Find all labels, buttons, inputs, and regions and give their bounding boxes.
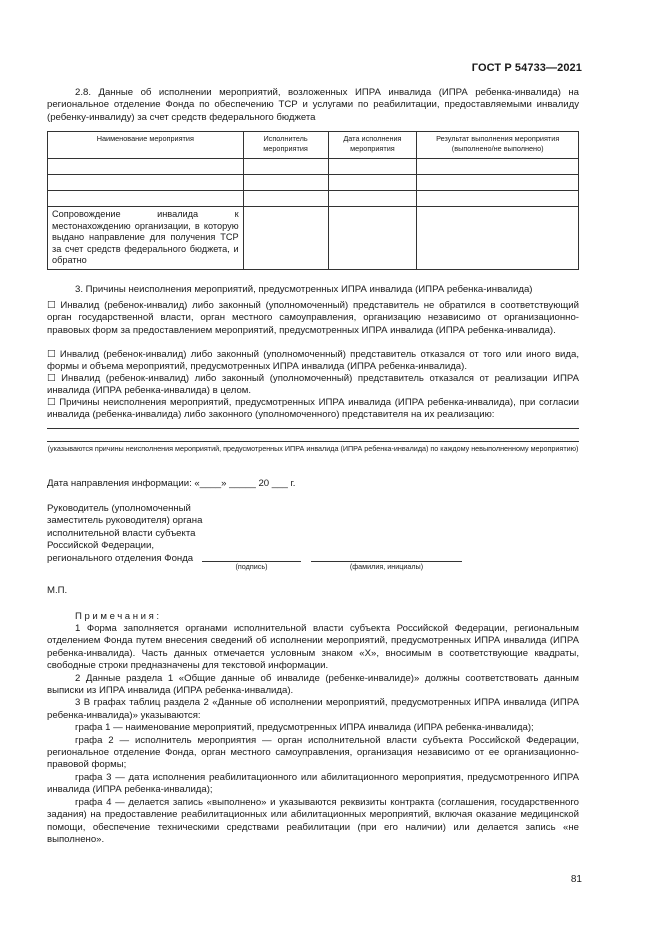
header-cell-result: Результат выполнения мероприятия (выполнено/не выполнено): [417, 132, 579, 159]
note-paragraph: графа 3 — дата исполнения реабилитационного или абилитационного мероприятия, предусмотренного ИПРА инвалида (ИПРА ребенка-инвалида);: [47, 771, 579, 796]
table-row: [48, 191, 579, 207]
section-3-title: 3. Причины неисполнения мероприятий, предусмотренных ИПРА инвалида (ИПРА ребенка-инвалида): [75, 284, 533, 295]
escort-activity-cell: Сопровождение инвалида к местонахождению организации, в которую выдано направление для получения ТСР за счет средств федерального бюджета, и обратно: [48, 207, 244, 270]
page-number: 81: [570, 874, 582, 885]
execution-table: [47, 131, 579, 270]
reason-input-line-1[interactable]: [47, 428, 579, 429]
reason-item-3[interactable]: ☐ Инвалид (ребенок-инвалид) либо законный (уполномоченный) представитель отказался от реализации ИПРА инвалида (ИПРА ребенка-инвалида) в целом.: [47, 373, 579, 397]
header-cell-executor: Исполнитель мероприятия: [243, 132, 328, 159]
notes-body: [47, 623, 579, 846]
reason-input-line-2[interactable]: [47, 441, 579, 442]
signature-line: Руководитель (уполномоченный: [47, 503, 191, 514]
reason-item-4[interactable]: ☐ Причины неисполнения мероприятий, предусмотренных ИПРА инвалида (ИПРА ребенка-инвалида), при согласии инвалида (ребенка-инвалида) либо законного (уполномоченного) представителя на их реализацию:: [47, 397, 579, 421]
signature-line: регионального отделения Фонда: [47, 552, 194, 564]
note-paragraph: графа 2 — исполнитель мероприятия — орган исполнительной власти субъекта Российской Федерации, региональное отделение Фонда, орган местного самоуправления, организация независимо от ее организационно-правовой формы;: [47, 734, 579, 771]
signature-label: (подпись): [235, 562, 268, 571]
notes-title: Примечания:: [75, 611, 162, 622]
standard-designation: ГОСТ Р 54733—2021: [471, 62, 582, 74]
note-paragraph: 2 Данные раздела 1 «Общие данные об инвалиде (ребенке-инвалиде)» должны соответствовать данным выписки из ИПРА инвалида (ИПРА ребенка-инвалида).: [47, 672, 579, 697]
note-paragraph: графа 4 — делается запись «выполнено» и указываются реквизиты контракта (соглашения, государственного задания) на предоставление реабилитационных или абилитационных мероприятий, включая оказание медицинской помощи, обеспечение техническими средствами реабилитации (при его наличии) или делается запись «не выполнено».: [47, 796, 579, 845]
signature-line: Российской Федерации,: [47, 540, 154, 552]
reason-item-2[interactable]: ☐ Инвалид (ребенок-инвалид) либо законный (уполномоченный) представитель отказался от того или иного вида, формы и объема мероприятий, предусмотренных ИПРА инвалида (ИПРА ребенка-инвалида).: [47, 349, 579, 373]
note-paragraph: 1 Форма заполняется органами исполнительной власти субъекта Российской Федерации, региональным отделением Фонда путем внесения сведений об исполнении мероприятий, предусмотренных ИПРА инвалида (ИПРА ребенка-инвалида). Часть данных отмечается условным знаком «X», вносимым в соответствующие квадраты, свободные строки предназначены для текстовой информации.: [47, 623, 579, 672]
table-row: [48, 207, 579, 270]
section-2-8-heading: 2.8. Данные об исполнении мероприятий, возложенных ИПРА инвалида (ИПРА ребенка-инвалида) на региональное отделение Фонда по обеспечению ТСР и услугами по реабилитации, предоставляемыми инвалиду (ребенку-инвалиду) за счет средств федерального бюджета: [47, 87, 579, 123]
date-line: Дата направления информации: «____» _____ 20 ___ г.: [47, 478, 296, 489]
table-row: [48, 175, 579, 191]
stamp-place: М.П.: [47, 585, 68, 596]
note-paragraph: графа 1 — наименование мероприятий, предусмотренных ИПРА инвалида (ИПРА ребенка-инвалида);: [75, 722, 534, 734]
signature-line: исполнительной власти субъекта: [47, 527, 196, 539]
table-row: [48, 159, 579, 175]
header-cell-date: Дата исполнения мероприятия: [328, 132, 417, 159]
name-label: (фамилия, инициалы): [349, 562, 424, 571]
header-cell-activity: Наименование мероприятия: [48, 132, 244, 159]
signature-line: заместитель руководителя) органа: [47, 515, 203, 527]
signature-block: [47, 503, 217, 565]
note-paragraph: 3 В графах таблиц раздела 2 «Данные об исполнении мероприятий, предусмотренных ИПРА инвалида (ИПРА ребенка-инвалида)» указываются:: [47, 697, 579, 721]
reason-caption: (указываются причины неисполнения мероприятий, предусмотренных ИПРА инвалида (ИПРА ребенка-инвалида) по каждому невыполненному мероприятию): [47, 444, 579, 453]
reason-item-1[interactable]: ☐ Инвалид (ребенок-инвалид) либо законный (уполномоченный) представитель не обратился в соответствующий орган государственной власти, орган местного самоуправления, организацию независимо от организационно-правовых форм за предоставлением мероприятий, предусмотренных ИПРА инвалида (ИПРА ребенка-инвалида).: [47, 300, 579, 336]
